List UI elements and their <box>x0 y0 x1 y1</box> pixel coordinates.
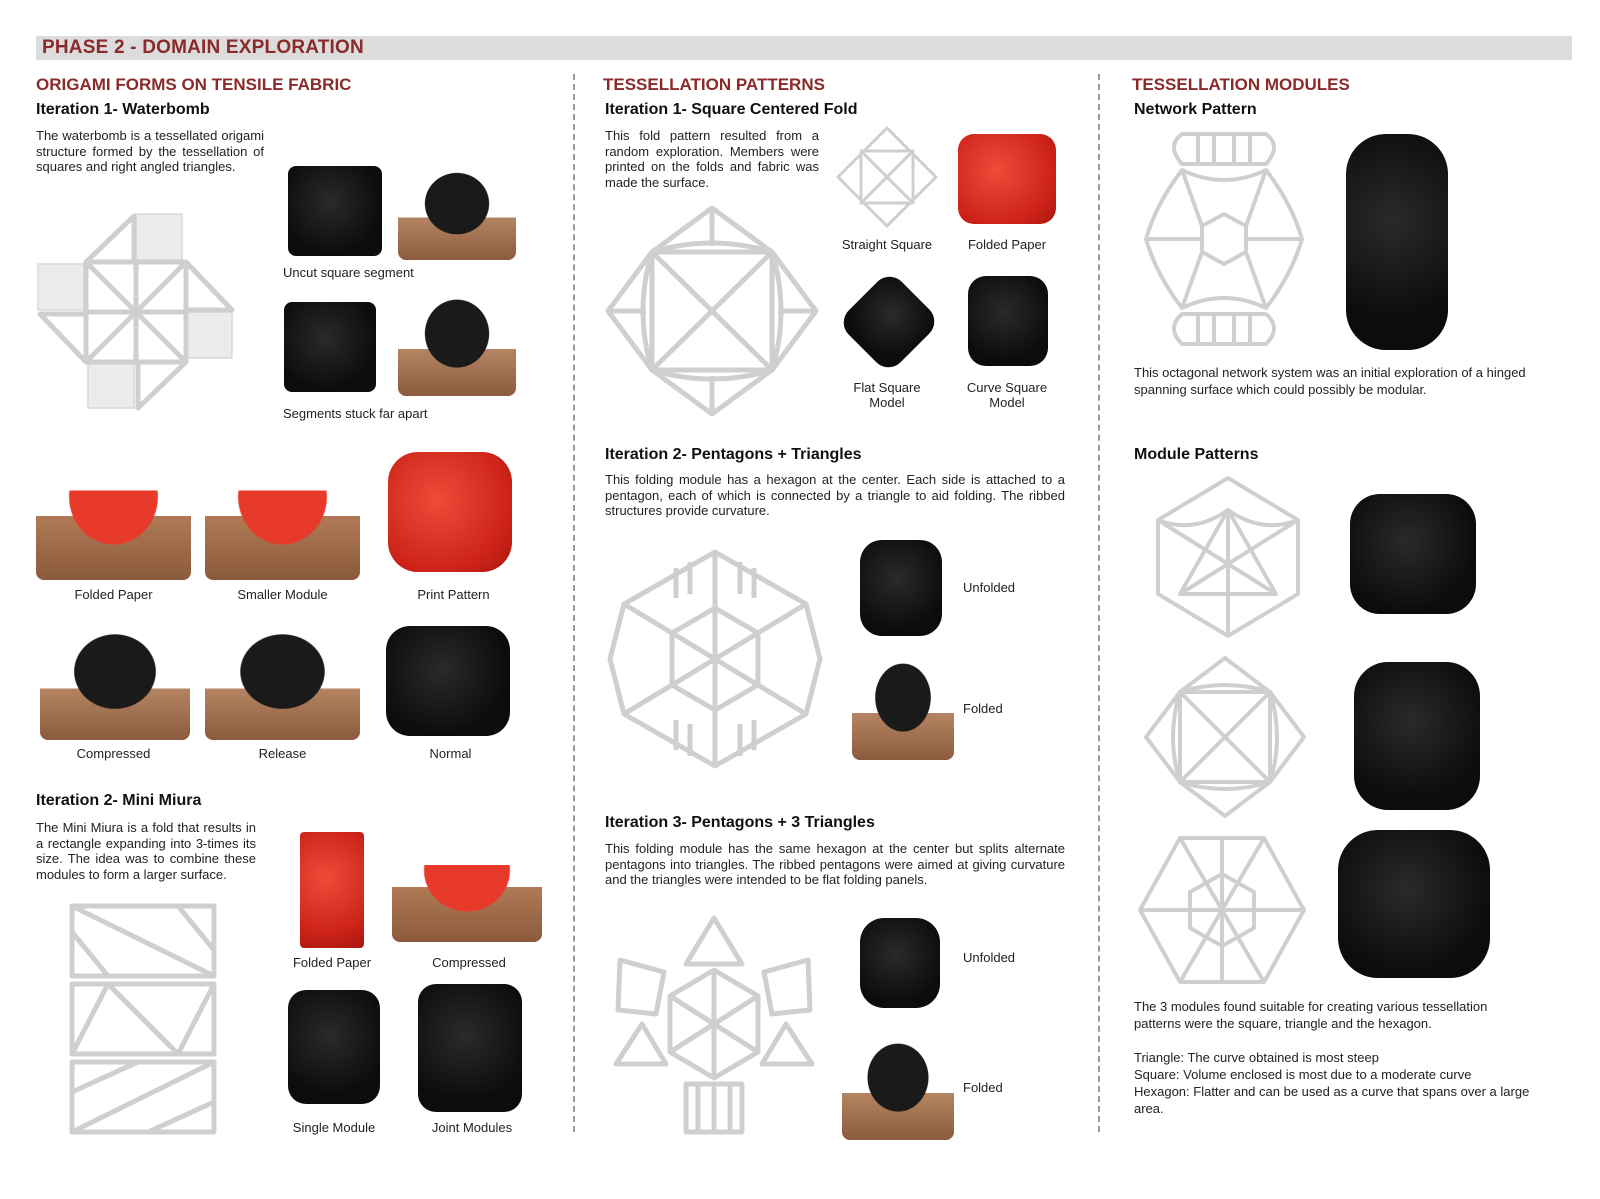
photo-network-pattern <box>1346 134 1448 350</box>
photo-segments-stuck-2 <box>398 292 516 396</box>
square-module-diagram <box>1142 654 1308 820</box>
caption-folded-paper: Folded Paper <box>74 587 153 602</box>
caption-miura-compressed: Compressed <box>432 955 506 970</box>
pentagons-3-triangles-description: This folding module has the same hexagon at the center but splits alternate pentagons into triangles. The ribbed pentagons were aimed at giving curvature and the triangles were intended to be flat folding panels. <box>605 841 1065 887</box>
caption-flat-square-model <box>826 380 948 410</box>
photo-pentagons-folded <box>852 656 954 760</box>
module-notes <box>1134 1049 1536 1117</box>
section-title-origami: ORIGAMI FORMS ON TENSILE FABRIC <box>36 75 352 94</box>
photo-flat-square-model <box>837 270 942 375</box>
caption-curve-square-line1: Curve Square <box>966 380 1048 395</box>
hexagon-module-diagram <box>1136 834 1308 986</box>
module-patterns-description: The 3 modules found suitable for creating various tessellation patterns were the square, triangle and the hexagon. <box>1134 999 1488 1031</box>
caption-print-pattern: Print Pattern <box>417 587 490 602</box>
photo-joint-modules <box>418 984 522 1112</box>
photo-uncut-square-segment-1 <box>288 166 382 256</box>
photo-smaller-module-red <box>205 452 360 580</box>
network-pattern-description: This octagonal network system was an initial exploration of a hinged spanning surface which could possibly be modular. <box>1134 365 1526 397</box>
photo-miura-compressed <box>392 832 542 942</box>
pentagons-triangles-description: This folding module has a hexagon at the center. Each side is attached to a pentagon, each of which is connected by a triangle to aid folding. The ribbed structures provide curvature. <box>605 472 1065 518</box>
photo-single-module <box>288 990 380 1104</box>
note-hexagon: Hexagon: Flatter and can be used as a curve that spans over a large area. <box>1134 1084 1530 1116</box>
photo-pentagons-unfolded <box>860 540 942 636</box>
waterbomb-pattern-diagram <box>36 212 236 412</box>
iteration-title-square-centered-fold: Iteration 1- Square Centered Fold <box>605 101 858 118</box>
label-folded-iter2: Folded <box>963 701 1003 716</box>
photo-curve-square-model <box>968 276 1048 366</box>
photo-hexagon-module <box>1338 830 1490 978</box>
iteration-title-waterbomb: Iteration 1- Waterbomb <box>36 101 210 118</box>
caption-joint-modules: Joint Modules <box>431 1120 513 1135</box>
caption-straight-square: Straight Square <box>841 237 933 252</box>
square-centered-fold-pattern-diagram <box>604 204 820 418</box>
label-unfolded-iter2: Unfolded <box>963 580 1016 595</box>
mini-miura-description: The Mini Miura is a fold that results in a rectangle expanding into 3-times its size. The idea was to combine these modules to form a larger surface. <box>36 820 256 882</box>
label-unfolded-iter3: Unfolded <box>963 950 1016 965</box>
mini-miura-pattern-diagram <box>68 902 218 1136</box>
network-pattern-title: Network Pattern <box>1134 101 1257 118</box>
photo-triangle-module <box>1350 494 1476 614</box>
straight-square-diagram <box>836 126 938 228</box>
caption-flat-square-line1: Flat Square <box>853 380 921 395</box>
column-divider-2 <box>1098 74 1100 1132</box>
caption-segments-stuck-far-apart: Segments stuck far apart <box>283 406 428 421</box>
caption-single-module: Single Module <box>292 1120 376 1135</box>
caption-curve-square-model <box>946 380 1068 410</box>
caption-curve-square-line2: Model <box>989 395 1025 410</box>
square-centered-fold-description: This fold pattern resulted from a random exploration. Members were printed on the folds and fabric was made the surface. <box>605 128 819 190</box>
caption-uncut-square-segment: Uncut square segment <box>283 265 414 280</box>
iteration-title-pentagons-triangles: Iteration 2- Pentagons + Triangles <box>605 446 862 463</box>
caption-compressed: Compressed <box>76 746 151 761</box>
caption-miura-folded-paper: Folded Paper <box>292 955 372 970</box>
photo-segments-stuck-1 <box>284 302 376 392</box>
photo-release <box>205 626 360 740</box>
caption-normal: Normal <box>429 746 472 761</box>
note-triangle: Triangle: The curve obtained is most steep <box>1134 1050 1379 1065</box>
page-title: PHASE 2 - DOMAIN EXPLORATION <box>42 37 364 58</box>
iteration-title-mini-miura: Iteration 2- Mini Miura <box>36 792 202 809</box>
note-square: Square: Volume enclosed is most due to a moderate curve <box>1134 1067 1472 1082</box>
iteration-title-pentagons-3-triangles: Iteration 3- Pentagons + 3 Triangles <box>605 814 875 831</box>
label-folded-iter3: Folded <box>963 1080 1003 1095</box>
header-banner <box>36 36 1572 60</box>
photo-print-pattern-red <box>388 452 512 572</box>
photo-uncut-square-segment-2 <box>398 166 516 260</box>
photo-three-triangles-unfolded <box>860 918 940 1008</box>
caption-release: Release <box>258 746 307 761</box>
photo-normal <box>386 626 510 736</box>
photo-folded-paper-red <box>36 452 191 580</box>
photo-compressed <box>40 626 190 740</box>
column-divider-1 <box>573 74 575 1132</box>
caption-folded-paper-square: Folded Paper <box>967 237 1047 252</box>
photo-three-triangles-folded <box>842 1036 954 1140</box>
caption-smaller-module: Smaller Module <box>237 587 328 602</box>
network-pattern-diagram <box>1142 130 1306 348</box>
pentagons-3-triangles-pattern-diagram <box>612 914 816 1138</box>
photo-miura-folded-paper <box>300 832 364 948</box>
triangle-module-diagram <box>1154 474 1302 640</box>
section-title-tessellation-patterns: TESSELLATION PATTERNS <box>603 75 825 94</box>
section-title-tessellation-modules: TESSELLATION MODULES <box>1132 75 1350 94</box>
waterbomb-description: The waterbomb is a tessellated origami structure formed by the tessellation of squares and right angled triangles. <box>36 128 264 174</box>
photo-folded-paper-square <box>958 134 1056 224</box>
module-patterns-title: Module Patterns <box>1134 446 1259 463</box>
pentagons-triangles-pattern-diagram <box>606 548 824 770</box>
photo-square-module <box>1354 662 1480 810</box>
caption-flat-square-line2: Model <box>869 395 905 410</box>
